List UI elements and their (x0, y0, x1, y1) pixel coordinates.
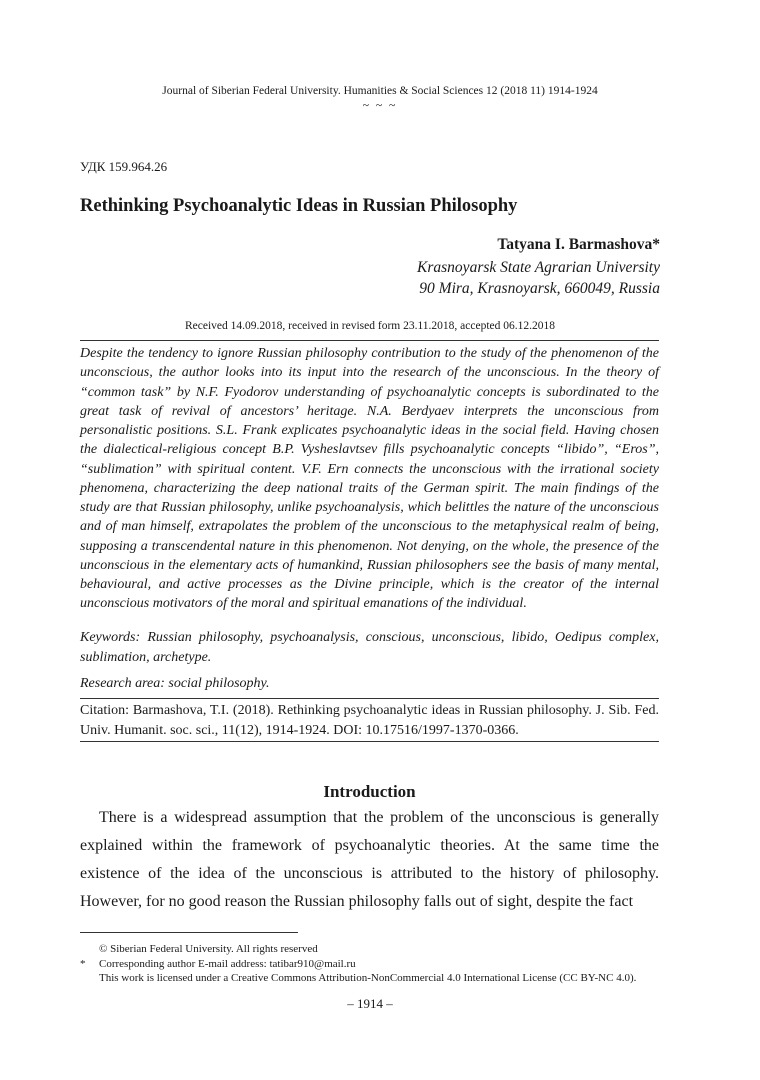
page-number: – 1914 – (347, 996, 393, 1011)
footnote-corresponding-text: Corresponding author E-mail address: tatibar910@mail.ru (99, 957, 356, 970)
introduction-heading: Introduction (323, 782, 416, 801)
footnote-license: This work is licensed under a Creative Commons Attribution-NonCommercial 4.0 International License (CC BY-NC 4.0). (99, 972, 637, 984)
article-title: Rethinking Psychoanalytic Ideas in Russian Philosophy (80, 196, 518, 216)
footnote-rule (80, 932, 298, 933)
citation-top-rule (80, 698, 659, 699)
introduction-text: There is a widespread assumption that the problem of the unconscious is generally explained within the framework of psychoanalytic theories. At the same time the existence of the idea of the unconscious is attributed to the history of philosophy. However, for no good reason the Russian philosophy falls out of sight, despite the fact (80, 809, 659, 910)
journal-header: Journal of Siberian Federal University. Humanities & Social Sciences 12 (2018 11) 1914-1924 (162, 85, 598, 97)
footnote-marker: * (80, 957, 86, 970)
received-dates: Received 14.09.2018, received in revised form 23.11.2018, accepted 06.12.2018 (184, 320, 556, 332)
affiliation-line-2: 90 Mira, Krasnoyarsk, 660049, Russia (419, 280, 660, 297)
citation: Citation: Barmashova, T.I. (2018). Rethinking psychoanalytic ideas in Russian philosophy. J. Sib. Fed. Univ. Humanit. soc. sci., 11(12), 1914-1924. DOI: 10.17516/1997-1370-0366. (80, 703, 659, 738)
citation-bottom-rule (80, 741, 659, 742)
author-affiliation (417, 257, 660, 299)
footnote-corresponding (80, 957, 636, 972)
udk-code: УДК 159.964.26 (80, 159, 168, 174)
keywords: Keywords: Russian philosophy, psychoanalysis, conscious, unconscious, libido, Oedipus complex, sublimation, archetype. (80, 630, 659, 665)
header-ornament: ~ ~ ~ (362, 100, 398, 112)
author-name: Tatyana I. Barmashova* (497, 236, 660, 253)
footnotes (80, 942, 636, 986)
research-area: Research area: social philosophy. (80, 676, 270, 691)
abstract: Despite the tendency to ignore Russian philosophy contribution to the study of the phenomenon of the unconscious, the author looks into its input into the research of the unconscious. In the theory of “common task” by N.F. Fyodorov understanding of psychoanalytic concepts is subordinated to the great task of revival of ancestors’ heritage. N.A. Berdyaev interprets the unconscious from personalistic positions. S.L. Frank explicates psychoanalytic ideas in the social field. Having chosen the dialectical-religious concept B.P. Vysheslavtsev fills psychoanalytic concepts “libido”, “Eros”, “sublimation” with spiritual content. V.F. Ern connects the unconscious with the irrational society phenomena, characterizing the deep national traits of the German spirit. The main findings of the study are that Russian philosophy, unlike psychoanalysis, which belittles the nature of the unconscious and of man himself, extrapolates the problem of the unconscious to the metaphysical realm of being, supposing a transcendental nature in this phenomenon. Not denying, on the whole, the presence of the unconscious in the elementary acts of humankind, Russian philosophers see the basis of many mental, behavioural, and active processes as the Divine principle, which is the creator of the internal unconscious motivators of the moral and spiritual emanations of the individual. (80, 346, 659, 612)
abstract-top-rule (80, 340, 659, 341)
footnote-copyright: © Siberian Federal University. All rights reserved (99, 943, 318, 955)
affiliation-line-1: Krasnoyarsk State Agrarian University (417, 259, 660, 276)
